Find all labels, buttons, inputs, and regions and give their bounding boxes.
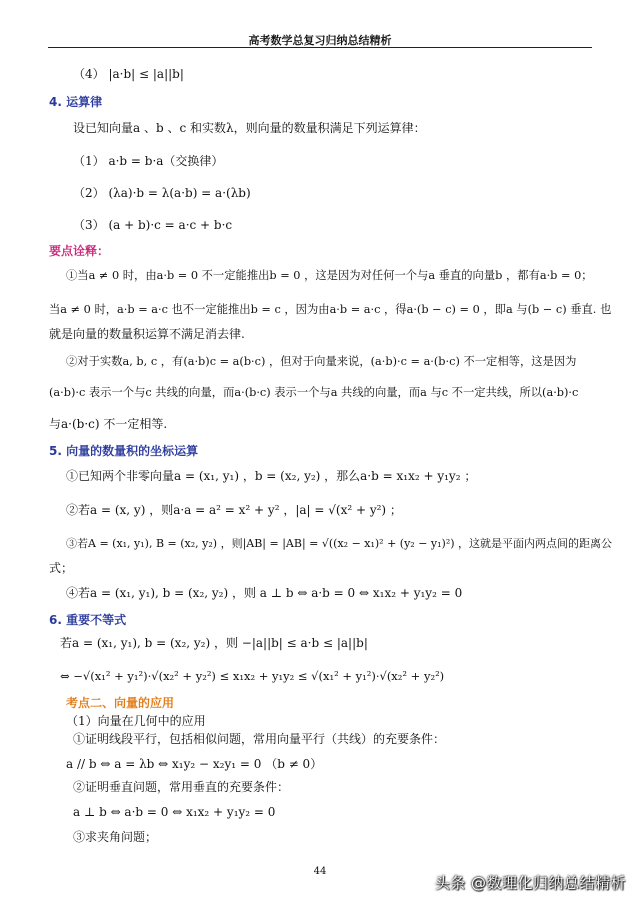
section-heading-kaodian: 考点二、向量的应用 (66, 696, 175, 710)
text-line: ④若a = (x₁, y₁), b = (x₂, y₂) ，则 a ⊥ b ⇔ a·b = 0 ⇔ x₁x₂ + y₁y₂ = 0 (66, 586, 463, 600)
law-3: （3） (a + b)·c = a·c + b·c (73, 218, 233, 232)
text-line: ①当a ≠ 0 时，由a·b = 0 不一定能推出b = 0 ，这是因为对任何一个与a 垂直的向量b ，都有a·b = 0； (66, 269, 593, 282)
text-line: 就是向量的数量积运算不满足消去律. (49, 327, 245, 341)
text-line: ①证明线段平行，包括相似问题，常用向量平行（共线）的充要条件： (73, 732, 446, 746)
note-heading: 要点诠释： (49, 244, 110, 258)
law-2: （2） (λa)·b = λ(a·b) = a·(λb) (73, 186, 251, 200)
text-line: （1）向量在几何中的应用 (66, 714, 206, 728)
header-rule (48, 47, 592, 48)
text-line: 式； (49, 561, 74, 575)
text-line: 当a ≠ 0 时，a·b = a·c 也不一定能推出b = c ，因为由a·b = a·c ，得a·(b − c) = 0 ，即a 与(b − c) 垂直. 也 (49, 303, 612, 316)
text-line: ①已知两个非零向量a = (x₁, y₁) ，b = (x₂, y₂) ，那么a·b = x₁x₂ + y₁y₂ ； (66, 469, 477, 483)
text-line: (a·b)·c 表示一个与c 共线的向量，而a·(b·c) 表示一个与a 共线的向量，而a 与c 不一定共线，所以(a·b)·c (49, 386, 579, 399)
section-heading-4: 4. 运算律 (49, 95, 103, 109)
text-line: ②对于实数a, b, c ，有(a·b)c = a(b·c) ，但对于向量来说，(a·b)·c = a·(b·c) 不一定相等，这是因为 (66, 355, 577, 368)
text-line: ③若A = (x₁, y₁), B = (x₂, y₂) ，则|AB| = |AB| = √((x₂ − x₁)² + (y₂ − y₁)²) ，这就是平面内两点间的距离公 (66, 537, 613, 550)
page-number: 44 (313, 866, 327, 877)
watermark: 头条 @数理化归纳总结精析 (434, 874, 626, 892)
page-header-title: 高考数学总复习归纳总结精析 (248, 34, 392, 47)
text-line: 若a = (x₁, y₁), b = (x₂, y₂) ，则 −|a||b| ≤ a·b ≤ |a||b| (60, 636, 368, 650)
section-heading-6: 6. 重要不等式 (49, 613, 127, 627)
text-line: ②若a = (x, y) ，则a·a = a² = x² + y² ，|a| = √(x² + y²) ； (66, 503, 402, 517)
text-line: ⇔ −√(x₁² + y₁²)·√(x₂² + y₂²) ≤ x₁x₂ + y₁y₂ ≤ √(x₁² + y₁²)·√(x₂² + y₂²) (60, 669, 445, 683)
law-1: （1） a·b = b·a（交换律） (73, 154, 224, 168)
section-heading-5: 5. 向量的数量积的坐标运算 (49, 444, 199, 458)
text-line: 与a·(b·c) 不一定相等. (49, 417, 168, 431)
text-line: ③求夹角问题； (73, 830, 158, 844)
text-line: a // b ⇔ a = λb ⇔ x₁y₂ − x₂y₁ = 0 （b ≠ 0） (66, 757, 323, 771)
text-line: 设已知向量a 、b 、c 和实数λ，则向量的数量积满足下列运算律： (73, 121, 426, 135)
text-line: a ⊥ b ⇔ a·b = 0 ⇔ x₁x₂ + y₁y₂ = 0 (73, 805, 276, 819)
text-line: ②证明垂直问题，常用垂直的充要条件： (73, 780, 290, 794)
inequality-4: （4） |a·b| ≤ |a||b| (73, 67, 184, 81)
